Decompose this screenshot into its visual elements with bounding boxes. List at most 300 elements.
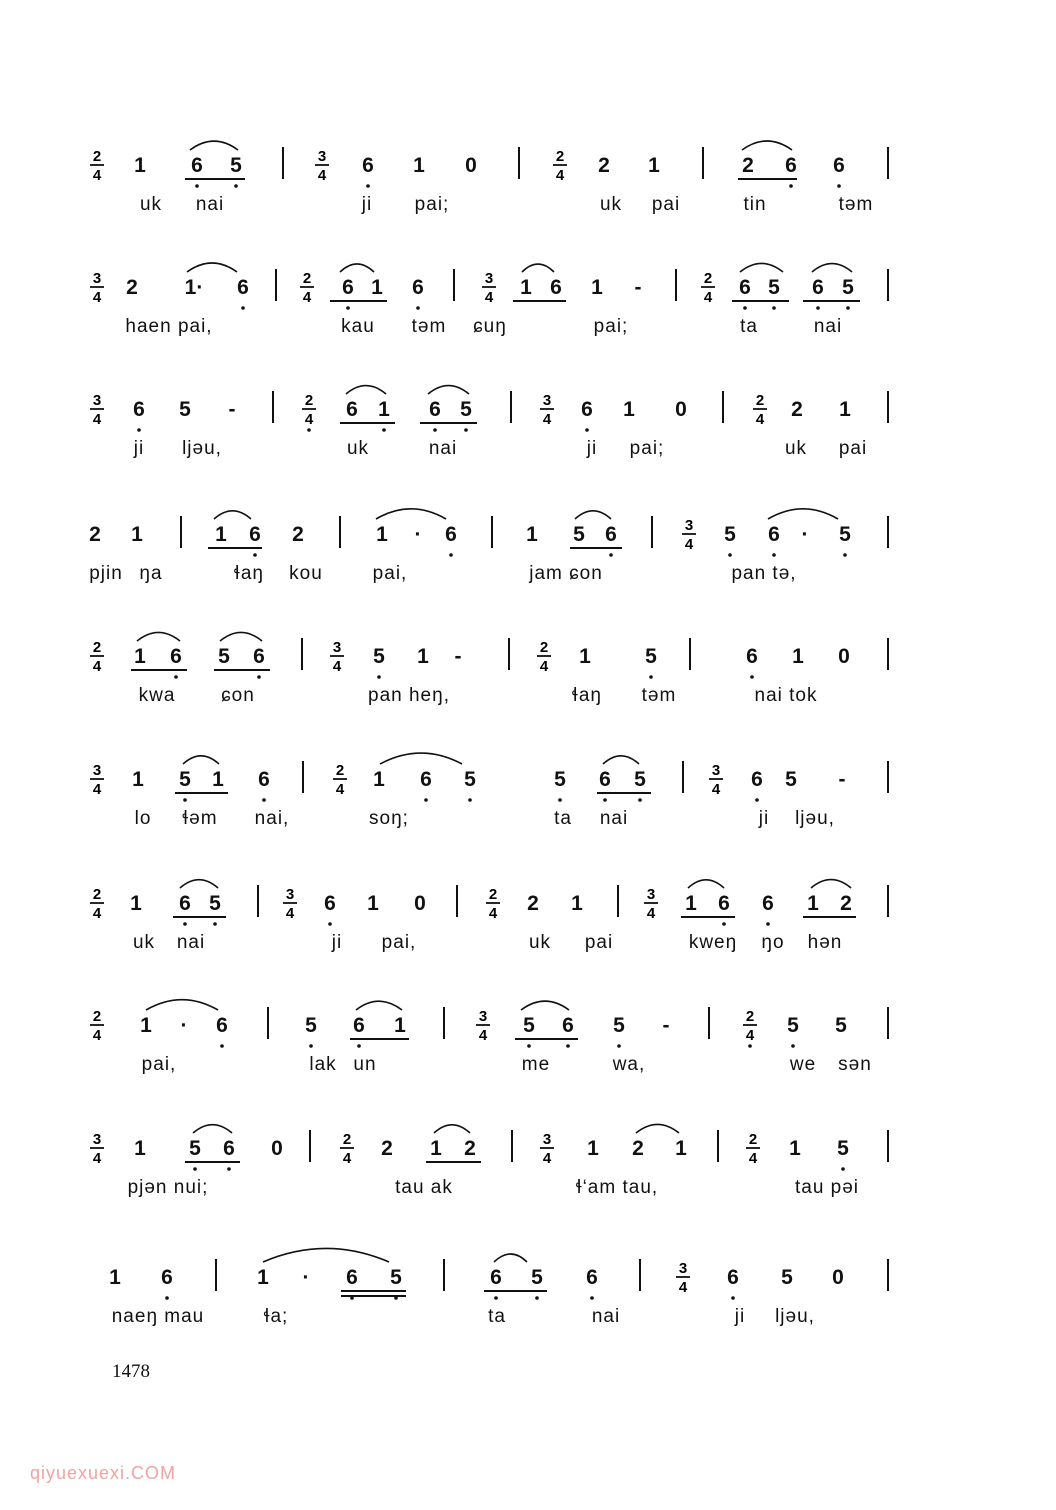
time-signature	[283, 886, 297, 922]
note: 1	[257, 1266, 269, 1289]
note: 6	[353, 1014, 365, 1037]
note: 5	[531, 1266, 543, 1289]
slur-mark	[356, 1001, 402, 1010]
octave-dot	[183, 922, 187, 926]
time-signature	[90, 1131, 104, 1167]
lyric-word: tәm	[838, 194, 874, 215]
slur-mark	[811, 880, 851, 888]
svg-text:4: 4	[92, 658, 102, 675]
octave-dot	[174, 675, 178, 679]
note: 6	[249, 523, 261, 546]
note: 5	[839, 523, 851, 546]
svg-text:4: 4	[755, 411, 765, 428]
note: 6	[342, 276, 354, 299]
octave-dot	[433, 428, 437, 432]
time-signature	[302, 392, 316, 428]
note: 6	[762, 892, 774, 915]
note: 6	[346, 1266, 358, 1289]
lyric-word: ljәu,	[795, 808, 835, 829]
note: 1	[212, 768, 224, 791]
svg-text:4: 4	[335, 781, 345, 798]
extension-dash: -	[454, 645, 462, 668]
note: 5	[230, 154, 242, 177]
octave-dot	[846, 306, 850, 310]
note: 5	[390, 1266, 402, 1289]
octave-dot	[350, 1296, 354, 1300]
note: 6	[739, 276, 751, 299]
lyric-word: nai	[591, 1306, 621, 1327]
octave-dot	[165, 1296, 169, 1300]
slur-mark	[346, 386, 386, 394]
slur-mark	[190, 141, 238, 150]
note: 6	[362, 154, 374, 177]
note: 1	[571, 892, 583, 915]
lyric-word: ta	[488, 1306, 506, 1327]
lyric-word: naeŋ mau	[111, 1306, 205, 1327]
note: 5	[179, 398, 191, 421]
octave-dot	[227, 1167, 231, 1171]
octave-dot	[585, 428, 589, 432]
octave-dot	[424, 798, 428, 802]
lyric-word: nai,	[254, 808, 290, 829]
note: 1	[109, 1266, 121, 1289]
note: 6	[412, 276, 424, 299]
lyric-word: ɕuŋ	[473, 316, 507, 337]
time-signature	[540, 392, 554, 428]
note: 2	[791, 398, 803, 421]
svg-text:4: 4	[484, 289, 494, 306]
time-signature	[300, 270, 314, 306]
time-signature	[676, 1260, 690, 1296]
slur-mark	[575, 511, 611, 519]
note: 6	[179, 892, 191, 915]
note-dotted: ·	[801, 523, 809, 546]
time-signature	[315, 148, 329, 184]
lyric-word: ɬaŋ	[572, 685, 602, 706]
svg-text:4: 4	[332, 658, 342, 675]
svg-text:4: 4	[488, 905, 498, 922]
octave-dot	[262, 798, 266, 802]
note: 0	[465, 154, 477, 177]
slur-mark	[434, 1125, 470, 1133]
note: 5	[785, 768, 797, 791]
octave-dot	[137, 428, 141, 432]
lyric-word: tau ak	[395, 1177, 453, 1198]
octave-dot	[750, 675, 754, 679]
extension-dash: -	[662, 1014, 670, 1037]
lyric-word: tәm	[641, 685, 677, 706]
svg-text:3: 3	[711, 762, 721, 779]
lyric-word: ji	[758, 808, 770, 829]
note: 2	[89, 523, 101, 546]
slur-mark	[137, 632, 180, 641]
svg-text:2: 2	[92, 1008, 102, 1025]
octave-dot	[766, 922, 770, 926]
octave-dot	[609, 553, 613, 557]
note: 6	[599, 768, 611, 791]
lyric-word: ji	[361, 194, 373, 215]
note: 6	[191, 154, 203, 177]
svg-text:3: 3	[678, 1260, 688, 1277]
lyric-word: soŋ;	[369, 808, 409, 829]
lyric-word: me	[521, 1054, 551, 1075]
note: 1	[648, 154, 660, 177]
lyric-word: kweŋ	[688, 932, 738, 953]
note: 6	[216, 1014, 228, 1037]
svg-text:2: 2	[748, 1131, 758, 1148]
svg-text:4: 4	[748, 1150, 758, 1167]
note-dotted: ·	[414, 523, 422, 546]
note: 1	[579, 645, 591, 668]
lyric-word: nai	[599, 808, 629, 829]
note: 1	[371, 276, 383, 299]
time-signature	[90, 392, 104, 428]
lyric-word: pjin	[89, 563, 123, 584]
svg-text:4: 4	[478, 1027, 488, 1044]
lyric-word: pai,	[381, 932, 417, 953]
note: 6	[812, 276, 824, 299]
lyric-word: pai,	[141, 1054, 177, 1075]
svg-text:3: 3	[478, 1008, 488, 1025]
octave-dot	[566, 1044, 570, 1048]
svg-text:2: 2	[539, 639, 549, 656]
note: 5	[768, 276, 780, 299]
svg-text:2: 2	[755, 392, 765, 409]
note: 1	[378, 398, 390, 421]
lyric-word: uk	[139, 194, 163, 215]
lyric-word: pai	[584, 932, 614, 953]
lyric-word: uk	[346, 438, 370, 459]
lyric-word: ŋo	[761, 932, 785, 953]
lyric-word: lak	[309, 1054, 337, 1075]
note: 1	[807, 892, 819, 915]
note: 1	[413, 154, 425, 177]
note: 2	[527, 892, 539, 915]
lyric-word: pan heŋ,	[368, 685, 450, 706]
slur-mark	[214, 511, 251, 519]
lyric-word: nai	[428, 438, 458, 459]
note: 1	[675, 1137, 687, 1160]
note: 2	[464, 1137, 476, 1160]
octave-dot	[257, 675, 261, 679]
note: 2	[742, 154, 754, 177]
octave-dot	[590, 1296, 594, 1300]
note: 6	[727, 1266, 739, 1289]
svg-text:4: 4	[304, 411, 314, 428]
note-dotted: ·	[302, 1266, 310, 1289]
note: 5	[373, 645, 385, 668]
octave-dot	[617, 1044, 621, 1048]
lyric-word: pai;	[414, 194, 450, 215]
note: 0	[832, 1266, 844, 1289]
svg-text:2: 2	[302, 270, 312, 287]
note: 6	[833, 154, 845, 177]
note: 6	[161, 1266, 173, 1289]
svg-text:3: 3	[92, 1131, 102, 1148]
lyric-word: ɬ‘am tau,	[575, 1177, 659, 1198]
lyric-word: ɬaŋ	[234, 563, 264, 584]
octave-dot	[328, 922, 332, 926]
svg-text:2: 2	[92, 886, 102, 903]
lyric-word: pai;	[593, 316, 629, 337]
note: 5	[835, 1014, 847, 1037]
svg-text:4: 4	[703, 289, 713, 306]
svg-text:3: 3	[332, 639, 342, 656]
octave-dot	[468, 798, 472, 802]
note: 6	[324, 892, 336, 915]
lyric-word: pai	[651, 194, 681, 215]
note: 6	[133, 398, 145, 421]
note: 1	[792, 645, 804, 668]
svg-text:4: 4	[711, 781, 721, 798]
svg-text:2: 2	[342, 1131, 352, 1148]
svg-text:3: 3	[92, 270, 102, 287]
time-signature	[340, 1131, 354, 1167]
note: 6	[768, 523, 780, 546]
lyric-word: ŋa	[139, 563, 163, 584]
note: 2	[381, 1137, 393, 1160]
note: 0	[838, 645, 850, 668]
time-signature	[476, 1008, 490, 1044]
svg-text:4: 4	[92, 411, 102, 428]
time-signature	[701, 270, 715, 306]
lyric-word: tin	[743, 194, 767, 215]
svg-text:4: 4	[678, 1279, 688, 1296]
note: 2	[840, 892, 852, 915]
lyric-word: pai	[838, 438, 868, 459]
note: 5	[179, 768, 191, 791]
lyric-word: pjәn nui;	[127, 1177, 209, 1198]
svg-text:2: 2	[335, 762, 345, 779]
lyric-word: ljәu,	[775, 1306, 815, 1327]
svg-text:4: 4	[542, 1150, 552, 1167]
lyric-word: haen pai,	[125, 316, 213, 337]
lyric-word: we	[789, 1054, 817, 1075]
note: 6	[581, 398, 593, 421]
octave-dot	[731, 1296, 735, 1300]
note: 6	[420, 768, 432, 791]
lyric-word: pai;	[629, 438, 665, 459]
octave-dot	[377, 675, 381, 679]
slur-mark	[183, 756, 219, 764]
octave-dot	[789, 184, 793, 188]
slur-mark	[768, 509, 838, 519]
lyric-word: nai	[813, 316, 843, 337]
octave-dot	[464, 428, 468, 432]
note: 5	[189, 1137, 201, 1160]
octave-dot	[772, 553, 776, 557]
note: 5	[837, 1137, 849, 1160]
slur-mark	[146, 1000, 218, 1010]
octave-dot	[193, 1167, 197, 1171]
svg-text:4: 4	[317, 167, 327, 184]
lyric-word: pai,	[372, 563, 408, 584]
note: 1	[140, 1014, 152, 1037]
note: 1	[373, 768, 385, 791]
svg-text:4: 4	[302, 289, 312, 306]
lyric-word: ta	[740, 316, 758, 337]
note: 1	[376, 523, 388, 546]
time-signature	[537, 639, 551, 675]
svg-text:4: 4	[92, 1150, 102, 1167]
lyric-word: ta	[554, 808, 572, 829]
svg-text:3: 3	[684, 517, 694, 534]
note-dotted: ·	[180, 1014, 188, 1037]
svg-text:2: 2	[92, 148, 102, 165]
note: 1	[367, 892, 379, 915]
time-signature	[330, 639, 344, 675]
note: 1	[591, 276, 603, 299]
time-signature	[90, 639, 104, 675]
note: 1	[394, 1014, 406, 1037]
slur-mark	[522, 264, 554, 272]
note: 1	[134, 154, 146, 177]
svg-text:3: 3	[92, 392, 102, 409]
note: 6	[718, 892, 730, 915]
time-signature	[682, 517, 696, 553]
svg-text:3: 3	[484, 270, 494, 287]
note: 1	[685, 892, 697, 915]
note: 1	[430, 1137, 442, 1160]
svg-text:4: 4	[745, 1027, 755, 1044]
svg-text:3: 3	[317, 148, 327, 165]
slur-mark	[180, 880, 218, 888]
svg-text:4: 4	[646, 905, 656, 922]
slur-mark	[603, 756, 639, 764]
note: 5	[523, 1014, 535, 1037]
note: 6	[785, 154, 797, 177]
note: 6	[223, 1137, 235, 1160]
octave-dot	[195, 184, 199, 188]
svg-text:2: 2	[304, 392, 314, 409]
octave-dot	[366, 184, 370, 188]
note: 6	[429, 398, 441, 421]
note: 5	[645, 645, 657, 668]
note: 2	[126, 276, 138, 299]
note: 5	[460, 398, 472, 421]
slur-mark	[521, 1001, 569, 1010]
octave-dot	[416, 306, 420, 310]
octave-dot	[755, 798, 759, 802]
octave-dot	[841, 1167, 845, 1171]
octave-dot	[535, 1296, 539, 1300]
svg-text:4: 4	[285, 905, 295, 922]
octave-dot	[772, 306, 776, 310]
svg-text:3: 3	[285, 886, 295, 903]
svg-text:2: 2	[92, 639, 102, 656]
note: 1	[587, 1137, 599, 1160]
time-signature	[90, 270, 104, 306]
slur-mark	[494, 1254, 527, 1262]
lyric-word: un	[353, 1054, 377, 1075]
slur-mark	[812, 264, 852, 272]
octave-dot	[728, 553, 732, 557]
slur-mark	[636, 1124, 679, 1133]
slur-mark	[220, 632, 262, 641]
slur-mark	[688, 880, 724, 888]
note: 1	[134, 1137, 146, 1160]
octave-dot	[722, 922, 726, 926]
watermark: qiyuexuexi.COM	[30, 1463, 177, 1483]
octave-dot	[346, 306, 350, 310]
time-signature	[482, 270, 496, 306]
note: 6	[490, 1266, 502, 1289]
octave-dot	[743, 306, 747, 310]
time-signature	[333, 762, 347, 798]
note: 5	[209, 892, 221, 915]
time-signature	[709, 762, 723, 798]
note: 5	[787, 1014, 799, 1037]
note: 6	[586, 1266, 598, 1289]
note: 6	[170, 645, 182, 668]
note: 1	[520, 276, 532, 299]
octave-dot	[357, 1044, 361, 1048]
note: 5	[613, 1014, 625, 1037]
svg-text:4: 4	[92, 781, 102, 798]
lyric-word: lo	[134, 808, 152, 829]
octave-dot	[558, 798, 562, 802]
time-signature	[753, 392, 767, 428]
note: 5	[464, 768, 476, 791]
lyric-word: nai	[176, 932, 206, 953]
lyric-word: nai	[195, 194, 225, 215]
note: 6	[237, 276, 249, 299]
time-signature	[486, 886, 500, 922]
page-number: 1478	[112, 1361, 150, 1382]
note: 1	[215, 523, 227, 546]
lyric-word: ji	[586, 438, 598, 459]
octave-dot	[843, 553, 847, 557]
note-dotted: 1·	[184, 276, 204, 299]
slur-mark	[263, 1248, 389, 1262]
note: 2	[292, 523, 304, 546]
svg-text:4: 4	[92, 167, 102, 184]
octave-dot	[307, 428, 311, 432]
svg-text:4: 4	[92, 905, 102, 922]
lyric-word: tau pәi	[794, 1177, 860, 1198]
octave-dot	[494, 1296, 498, 1300]
note: 6	[346, 398, 358, 421]
time-signature	[90, 762, 104, 798]
slur-mark	[740, 263, 783, 272]
svg-text:2: 2	[745, 1008, 755, 1025]
extension-dash: -	[634, 276, 642, 299]
note: 1	[130, 892, 142, 915]
lyric-word: ɕon	[221, 685, 255, 706]
lyric-word: ji	[331, 932, 343, 953]
svg-text:4: 4	[539, 658, 549, 675]
svg-text:4: 4	[542, 411, 552, 428]
lyric-word: sәn	[838, 1054, 872, 1075]
time-signature	[90, 1008, 104, 1044]
svg-text:3: 3	[542, 392, 552, 409]
note: 6	[445, 523, 457, 546]
octave-dot	[638, 798, 642, 802]
octave-dot	[253, 553, 257, 557]
note: 5	[305, 1014, 317, 1037]
note: 6	[751, 768, 763, 791]
time-signature	[553, 148, 567, 184]
note: 1	[132, 768, 144, 791]
octave-dot	[449, 553, 453, 557]
note: 2	[632, 1137, 644, 1160]
slur-mark	[340, 264, 374, 272]
lyric-word: jam ɕon	[529, 563, 603, 584]
octave-dot	[649, 675, 653, 679]
note: 6	[605, 523, 617, 546]
svg-text:4: 4	[555, 167, 565, 184]
note: 6	[258, 768, 270, 791]
